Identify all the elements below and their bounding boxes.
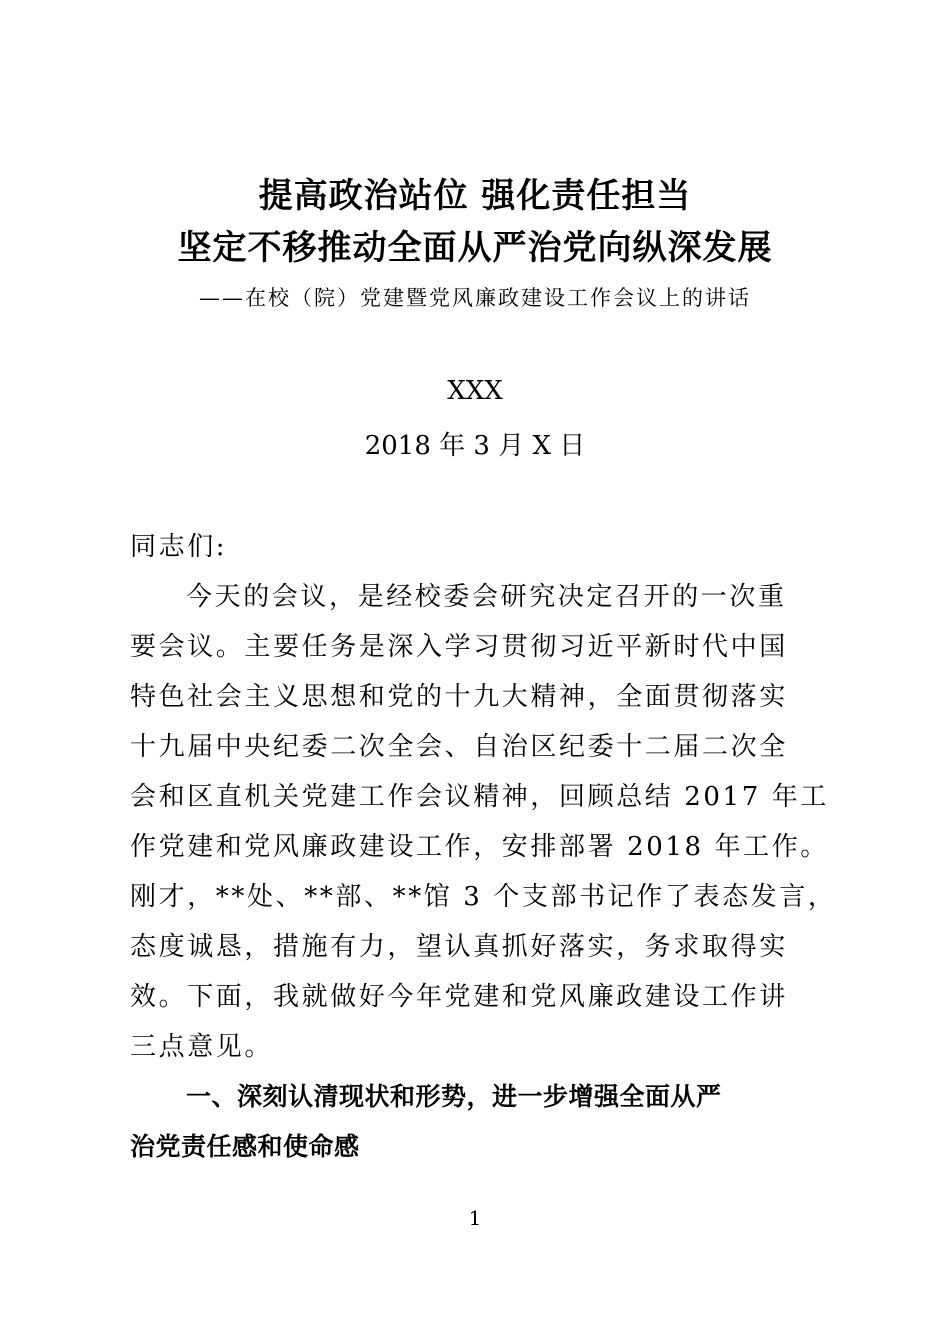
paragraph-line: 效。下面，我就做好今年党建和党风廉政建设工作讲 <box>130 982 788 1012</box>
paragraph-line: 今天的会议，是经校委会研究决定召开的一次重 <box>186 582 787 612</box>
author: XXX <box>447 376 503 406</box>
salutation: 同志们: <box>130 532 228 562</box>
paragraph-line: 作党建和党风廉政建设工作，安排部署 2018 年工作。 <box>130 832 829 862</box>
subtitle: ——在校（院）党建暨党风廉政建设工作会议上的讲话 <box>199 286 751 310</box>
paragraph-line: 会和区直机关党建工作会议精神，回顾总结 2017 年工 <box>130 782 829 812</box>
section-heading-line-1: 一、深刻认清现状和形势，进一步增强全面从严 <box>186 1082 722 1111</box>
paragraph-line: 态度诚恳，措施有力，望认真抓好落实，务求取得实 <box>130 932 788 962</box>
section-heading-line-2: 治党责任感和使命感 <box>130 1132 360 1161</box>
paragraph-line: 特色社会主义思想和党的十九大精神，全面贯彻落实 <box>130 682 788 712</box>
opening-paragraph <box>130 572 837 1072</box>
section-heading <box>130 1072 830 1172</box>
paragraph-line: 三点意见。 <box>130 1032 274 1062</box>
date: 2018 年 3 月 X 日 <box>364 431 586 461</box>
title-line-1: 提高政治站位 强化责任担当 <box>258 176 692 216</box>
title-line-2: 坚定不移推动全面从严治党向纵深发展 <box>177 228 773 268</box>
paragraph-line: 十九届中央纪委二次全会、自治区纪委十二届二次全 <box>130 732 788 762</box>
page-number: 1 <box>468 1206 482 1230</box>
paragraph-line: 要会议。主要任务是深入学习贯彻习近平新时代中国 <box>130 632 788 662</box>
paragraph-line: 刚才，**处、**部、**馆 3 个支部书记作了表态发言， <box>130 882 837 912</box>
